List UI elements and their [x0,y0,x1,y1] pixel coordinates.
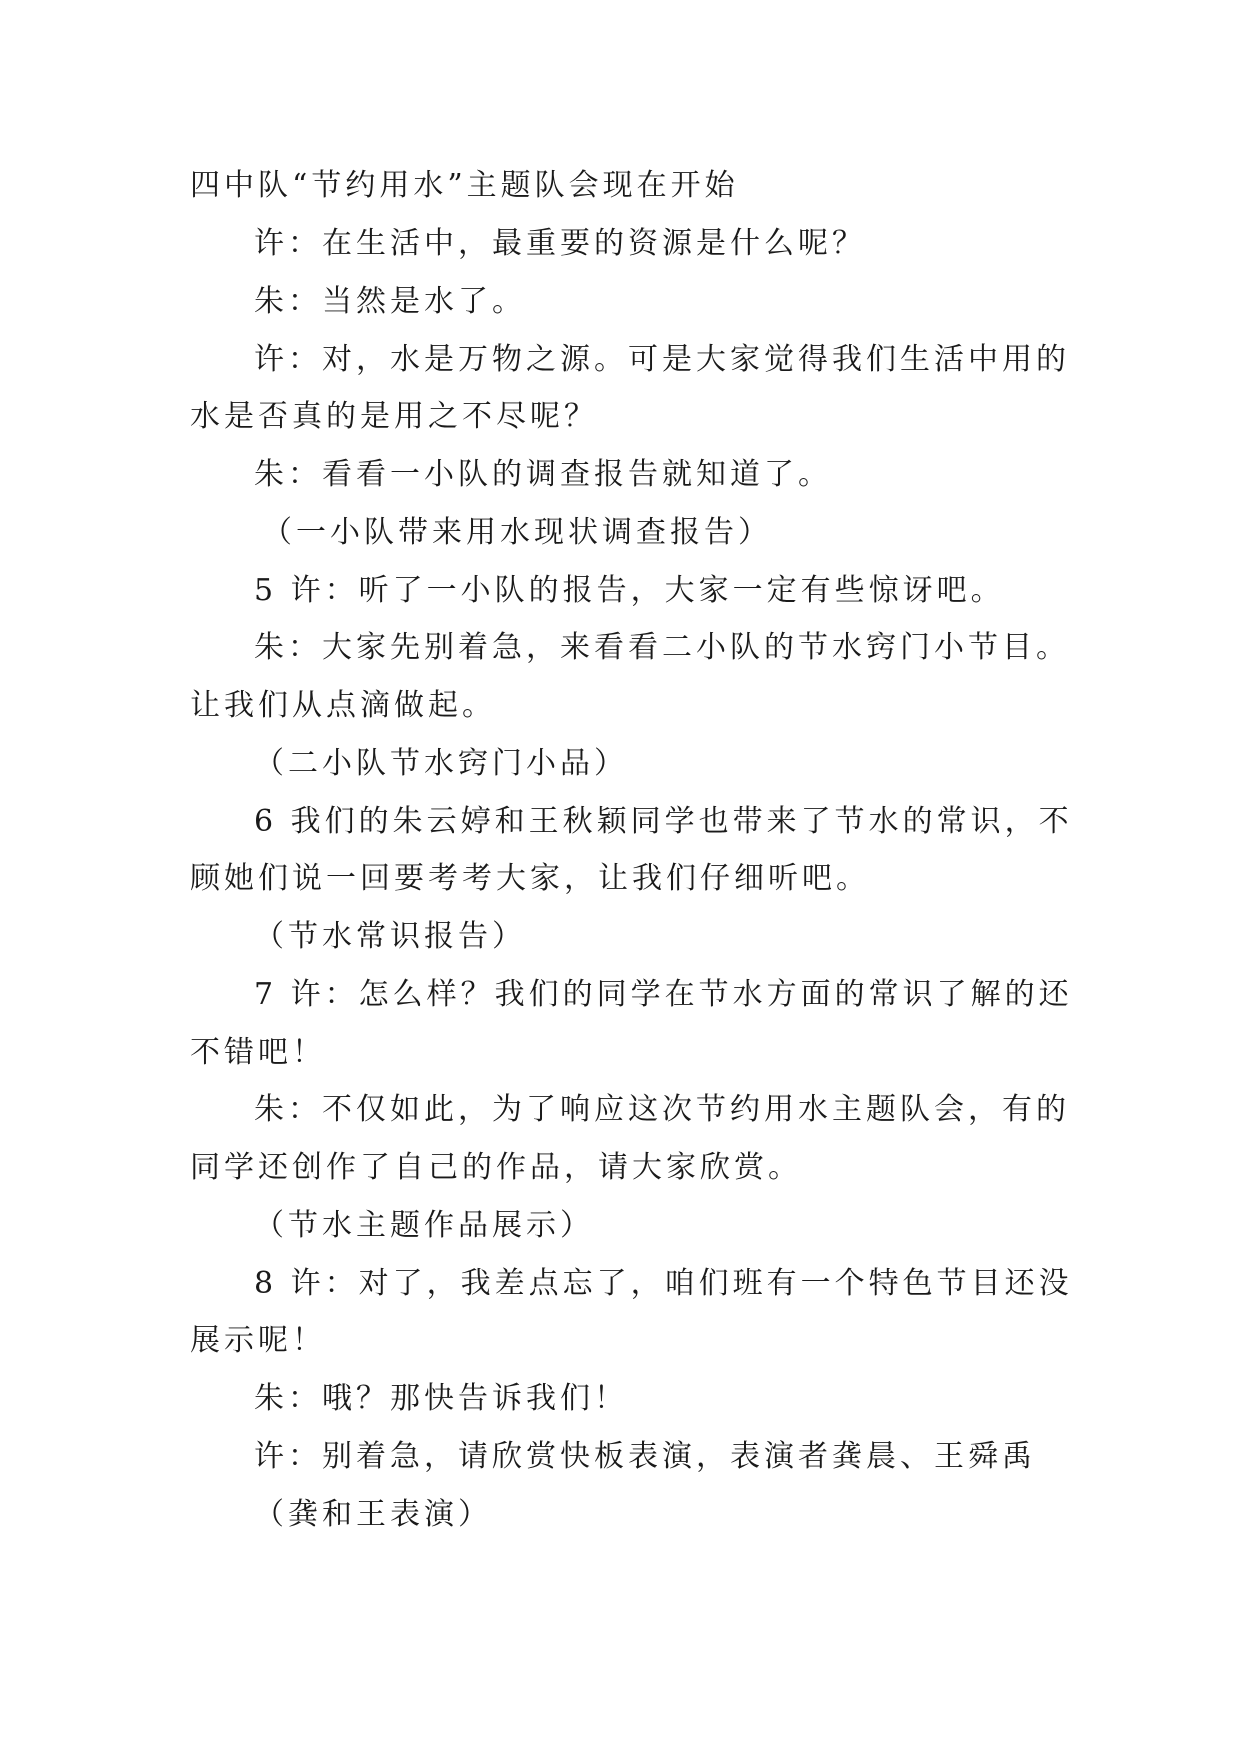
document-line: 同学还创作了自己的作品，请大家欣赏。 [190,1150,802,1185]
document-line: （一小队带来用水现状调查报告） [262,515,772,550]
document-line: 朱：大家先别着急，来看看二小队的节水窍门小节目。 [254,630,1070,665]
document-line: （龚和王表演） [254,1497,492,1532]
document-line: 顾她们说一回要考考大家，让我们仔细听吧。 [190,861,870,896]
document-line: 让我们从点滴做起。 [190,688,496,723]
document-line: 5 许：听了一小队的报告，大家一定有些惊讶吧。 [254,573,1005,608]
document-line: 7 许：怎么样？我们的同学在节水方面的常识了解的还 [254,977,1073,1012]
document-line: 许：别着急，请欣赏快板表演，表演者龚晨、王舜禹 [254,1439,1036,1474]
document-line: 四中队“节约用水”主题队会现在开始 [190,168,739,203]
document-line: （节水常识报告） [254,919,526,954]
document-line: 6 我们的朱云婷和王秋颖同学也带来了节水的常识，不 [254,804,1073,839]
document-line: 朱：当然是水了。 [254,284,526,319]
document-line: 许：对，水是万物之源。可是大家觉得我们生活中用的 [254,342,1070,377]
document-line: 8 许：对了，我差点忘了，咱们班有一个特色节目还没 [254,1266,1073,1301]
document-line: 朱：看看一小队的调查报告就知道了。 [254,457,832,492]
document-line: （节水主题作品展示） [254,1208,594,1243]
document-line: （二小队节水窍门小品） [254,746,628,781]
document-line: 不错吧！ [190,1035,326,1070]
document-line: 许：在生活中，最重要的资源是什么呢？ [254,226,866,261]
document-line: 水是否真的是用之不尽呢？ [190,399,598,434]
document-line: 朱：哦？那快告诉我们！ [254,1381,628,1416]
document-line: 展示呢！ [190,1323,326,1358]
document-line: 朱：不仅如此，为了响应这次节约用水主题队会，有的 [254,1092,1070,1127]
